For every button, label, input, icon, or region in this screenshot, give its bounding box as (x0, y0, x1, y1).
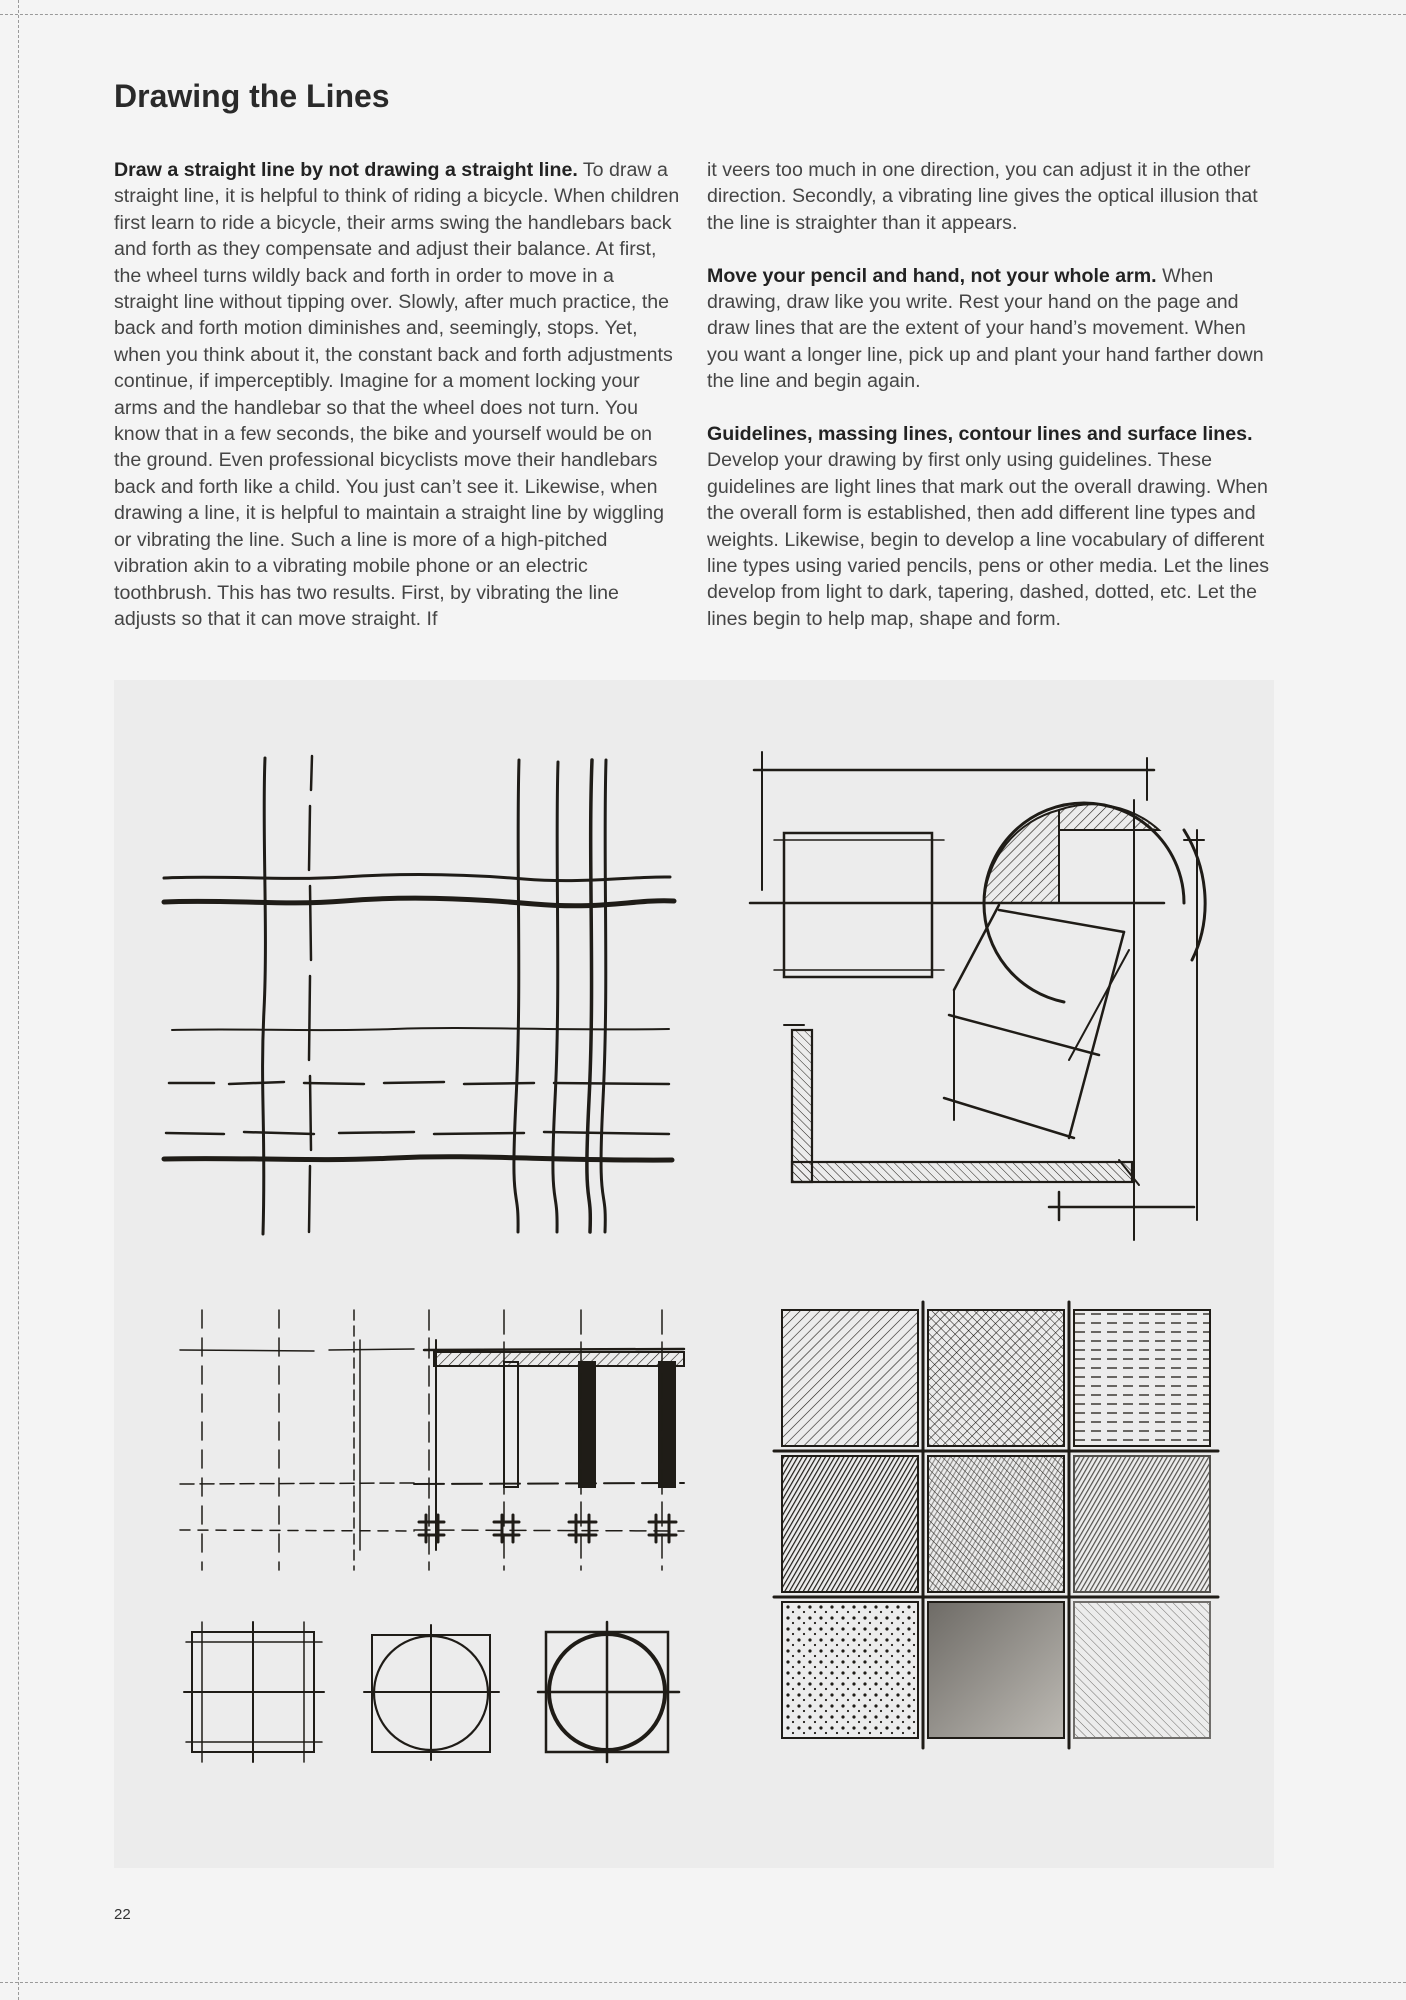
paragraph-body: When drawing, draw like you write. Rest your hand on the page and draw lines that are the extent of your hand’s movement. When you want a longer line, pick up and plant your hand farther down the line and begin again. (707, 264, 1264, 393)
sketch-illustration (114, 680, 1274, 1868)
crop-mark-left (18, 0, 19, 2000)
paragraph-body: it veers too much in one direction, you can adjust it in the other direction. Secondly, a vibrating line gives the optical illusion that the line is straighter than it appears. (707, 159, 1258, 234)
vibrating-lines-sketch (164, 756, 674, 1234)
texture-swatches-sketch (774, 1302, 1218, 1748)
line-weight-grid-sketch (180, 1310, 684, 1570)
paragraph-body: To draw a straight line, it is helpful to think of riding a bicycle. When children first learn to ride a bicycle, their arms swing the handlebars back and forth as they compensate and adjust their balance. At first, the wheel turns wildly back and forth in order to move in a straight line without tipping over. Slowly, after much practice, the back and forth motion diminishes and, seemingly, stops. Yet, when you think about it, the constant back and forth adjustments continue, if imperceptibly. Imagine for a moment locking your arms and the handlebar so that the wheel does not turn. You know that in a few seconds, the bike and yourself would be on the ground. Even professional bicyclists move their handlebars back and forth like a child. You just can’t see it. Likewise, when drawing a line, it is helpful to maintain a straight line by wiggling or vibrating the line. Such a line is more of a high-pitched vibration akin to a vibrating mobile phone or an electric toothbrush. This has two results. First, by vibrating the line adjusts so that it can move straight. If (114, 159, 680, 630)
paragraph-heading: Guidelines, massing lines, contour lines and surface lines. (707, 423, 1253, 446)
paragraph-heading: Draw a straight line by not drawing a straight line. (114, 159, 578, 181)
page-number: 22 (114, 1906, 131, 1923)
paragraph-straight-line-continued (707, 157, 1277, 236)
paragraph-heading: Move your pencil and hand, not your whole arm. (707, 264, 1157, 287)
paragraph-pencil-hand (707, 263, 1277, 395)
text-column-left (114, 157, 682, 659)
paragraph-guidelines (707, 421, 1277, 632)
page-title: Drawing the Lines (114, 78, 390, 114)
guidelines-form-sketch (750, 752, 1205, 1240)
crop-mark-top (0, 14, 1406, 15)
paragraph-body: Develop your drawing by first only using guidelines. These guidelines are light lines that mark out the overall drawing. When the overall form is established, then add different line types and weights. Likewise, begin to develop a line vocabulary of different line types using varied pencils, pens or other media. Let the lines develop from light to dark, tapering, dashed, dotted, etc. Let the lines begin to help map, shape and form. (707, 449, 1270, 630)
squares-circles-sketch (184, 1622, 679, 1762)
text-column-right (707, 157, 1277, 659)
crop-mark-bottom (0, 1982, 1406, 1983)
paragraph-straight-line (114, 157, 682, 632)
